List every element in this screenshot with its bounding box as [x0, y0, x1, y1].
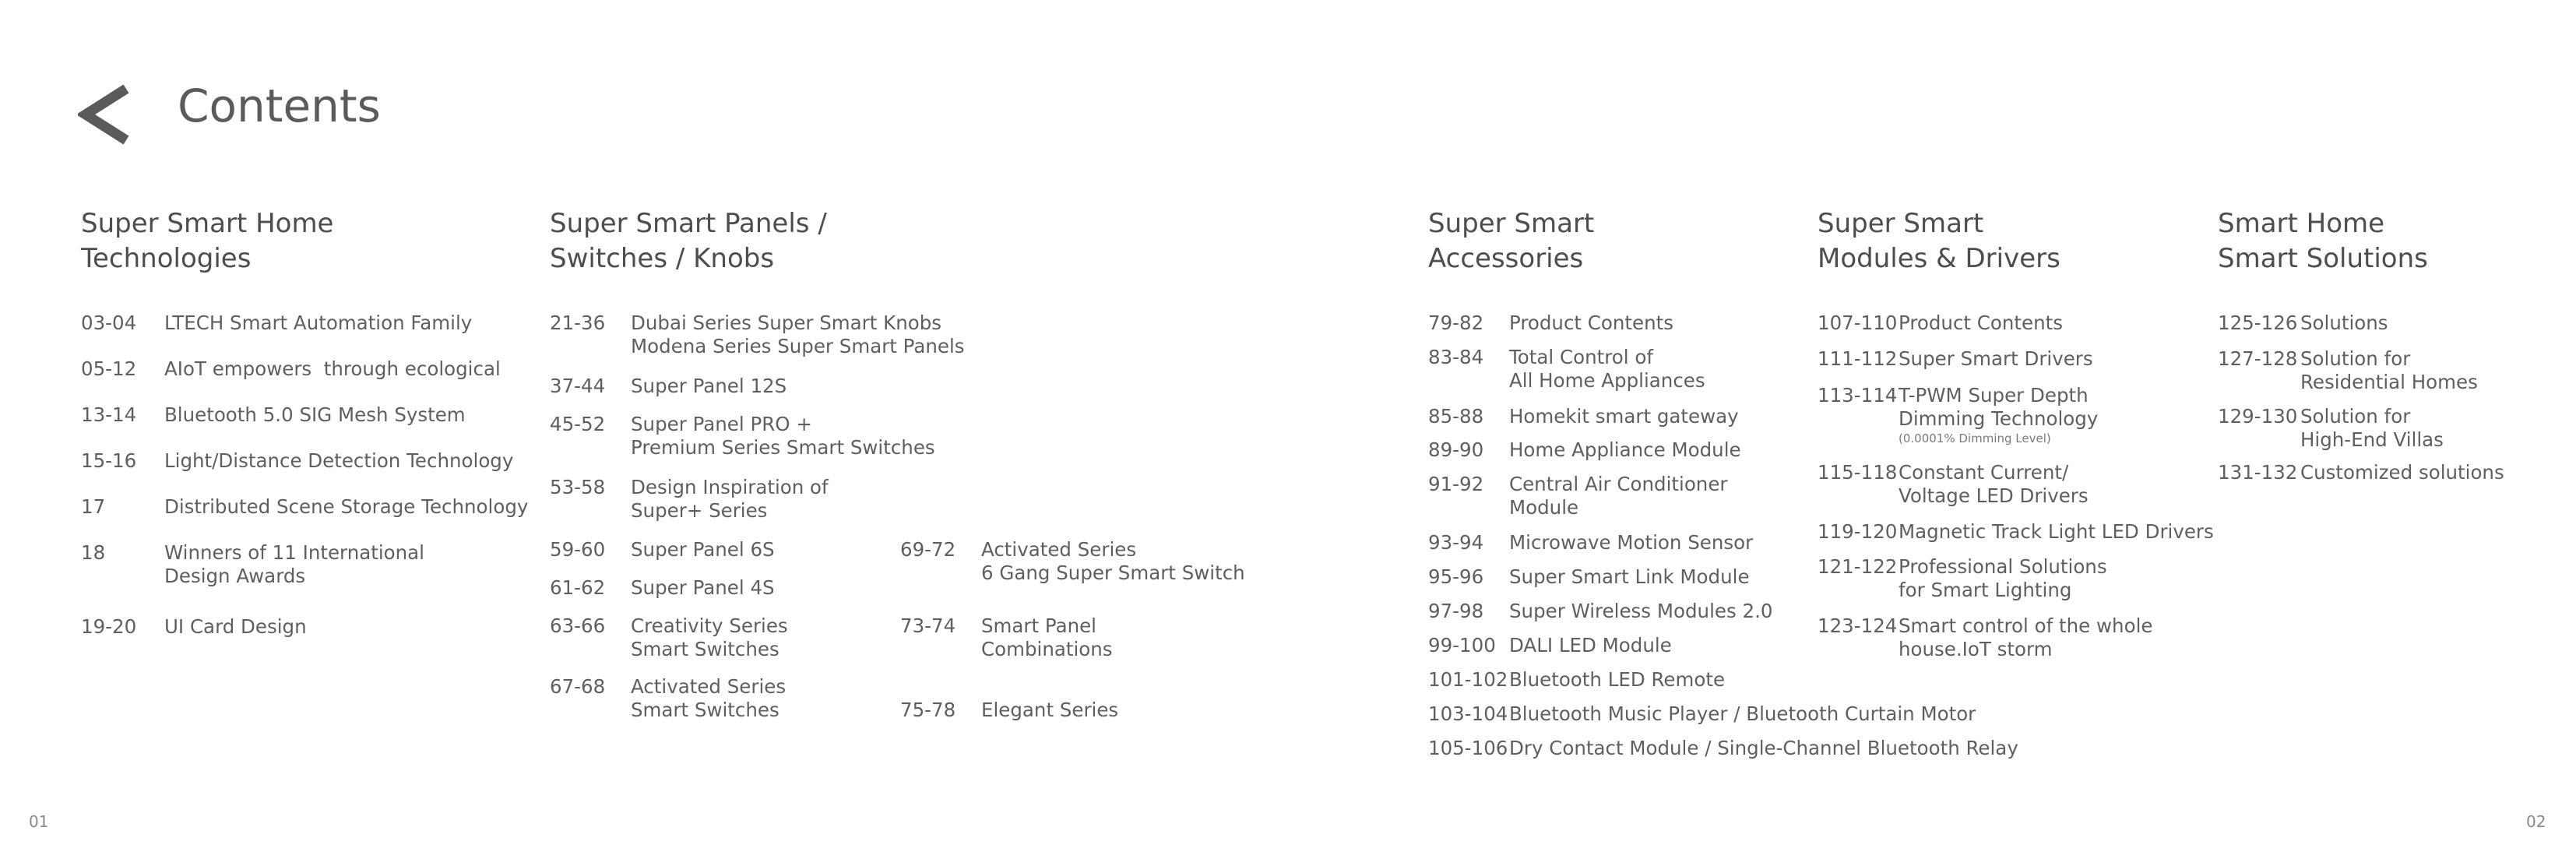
toc-entry-title: [1899, 384, 2098, 446]
toc-entry-label: Super Panel 6S: [631, 538, 775, 561]
toc-entry-label: Creativity Series Smart Switches: [631, 614, 788, 660]
toc-entry-title: [1509, 702, 1976, 726]
toc-page-range: 95-96: [1428, 565, 1484, 588]
toc-entry-title: [1509, 312, 1673, 335]
toc-entry-title: [2300, 405, 2444, 452]
toc-entry-label: Professional Solutions for Smart Lighting: [1899, 555, 2107, 601]
toc-entry-label: Activated Series Smart Switches: [631, 675, 787, 721]
section-title-panels: Super Smart Panels / Switches / Knobs: [550, 208, 827, 274]
toc-page-range: 18: [81, 541, 106, 564]
toc-entry-label: Total Control of All Home Appliances: [1509, 346, 1705, 392]
toc-entry-title: [1509, 737, 2018, 760]
toc-page-range: 19-20: [81, 615, 137, 638]
section-title-solutions: Smart Home Smart Solutions: [2218, 208, 2428, 274]
toc-entry-title: [1509, 634, 1672, 657]
toc-entry-label: Home Appliance Module: [1509, 438, 1741, 461]
toc-entry-title: [1899, 347, 2093, 371]
toc-entry-title: [1509, 346, 1705, 393]
toc-entry-label: Bluetooth LED Remote: [1509, 668, 1726, 691]
toc-page-range: 79-82: [1428, 312, 1484, 334]
toc-entry-label: Bluetooth 5.0 SIG Mesh System: [164, 403, 466, 426]
toc-page-range: 45-52: [550, 413, 606, 435]
toc-entry-title: [164, 495, 528, 519]
section-title-accessories: Super Smart Accessories: [1428, 208, 1595, 274]
toc-page-range: 17: [81, 495, 106, 518]
toc-entry-title: [2300, 347, 2478, 394]
toc-entry-label: Product Contents: [1899, 312, 2064, 334]
toc-page-range: 93-94: [1428, 531, 1484, 554]
toc-entry-title: [631, 413, 935, 459]
toc-entry-label: Light/Distance Detection Technology: [164, 449, 514, 472]
toc-entry-title: [981, 699, 1118, 722]
toc-entry-label: Design Inspiration of Super+ Series: [631, 476, 829, 522]
section-title-modules: Super Smart Modules & Drivers: [1818, 208, 2060, 274]
toc-entry-label: Solution for High-End Villas: [2300, 405, 2444, 451]
toc-page-range: 03-04: [81, 312, 137, 334]
section-title-technologies: Super Smart Home Technologies: [81, 208, 334, 274]
toc-entry-title: [1509, 668, 1725, 692]
toc-page-range: 21-36: [550, 312, 606, 334]
toc-page-range: 97-98: [1428, 600, 1484, 622]
toc-page-range: 69-72: [900, 538, 956, 561]
toc-page-range: 131-132: [2218, 461, 2298, 484]
toc-entry-title: [1899, 555, 2107, 602]
toc-page-range: 121-122: [1818, 555, 1898, 578]
toc-page-range: 61-62: [550, 576, 606, 599]
toc-entry-title: [1899, 312, 2063, 335]
toc-entry-label: Bluetooth Music Player / Bluetooth Curtain Motor: [1509, 702, 1976, 725]
toc-entry-label: Homekit smart gateway: [1509, 405, 1739, 428]
toc-entry-title: [631, 614, 788, 661]
toc-entry-title: [1509, 600, 1772, 623]
toc-entry-label: Constant Current/ Voltage LED Drivers: [1899, 461, 2089, 507]
toc-entry-title: [1899, 614, 2152, 661]
toc-page-range: 129-130: [2218, 405, 2298, 428]
toc-page-range: 89-90: [1428, 438, 1484, 461]
toc-page-range: 107-110: [1818, 312, 1898, 334]
toc-entry-label: Microwave Motion Sensor: [1509, 531, 1754, 554]
toc-entry-label: Dry Contact Module / Single-Channel Bluetooth Relay: [1509, 737, 2018, 759]
toc-entry-label: Elegant Series: [981, 699, 1119, 721]
toc-page-range: 75-78: [900, 699, 956, 721]
toc-entry-title: [1509, 531, 1753, 554]
toc-entry-label: Super Smart Link Module: [1509, 565, 1750, 588]
toc-page-range: 13-14: [81, 403, 137, 426]
toc-page-range: 67-68: [550, 675, 606, 698]
toc-entry-title: [631, 576, 775, 600]
back-button[interactable]: [78, 84, 132, 145]
toc-entry-label: Distributed Scene Storage Technology: [164, 495, 529, 518]
page-title: Contents: [178, 79, 381, 132]
toc-entry-title: [1899, 520, 2214, 544]
toc-entry-label: LTECH Smart Automation Family: [164, 312, 473, 334]
toc-page-range: 125-126: [2218, 312, 2298, 334]
chevron-left-icon: [78, 84, 132, 145]
toc-entry-title: [164, 449, 513, 473]
toc-page-range: 37-44: [550, 375, 606, 397]
toc-entry-label: Super Panel PRO + Premium Series Smart Switches: [631, 413, 935, 459]
toc-page-range: 83-84: [1428, 346, 1484, 368]
toc-page-range: 123-124: [1818, 614, 1898, 637]
toc-entry-title: [164, 541, 424, 588]
toc-entry-title: [631, 538, 775, 562]
toc-entry-label: Product Contents: [1509, 312, 1674, 334]
toc-entry-label: Dubai Series Super Smart Knobs Modena Series Super Smart Panels: [631, 312, 965, 357]
toc-entry-note: (0.0001% Dimming Level): [1899, 431, 2051, 445]
toc-page-range: 05-12: [81, 357, 137, 380]
toc-entry-title: [164, 403, 466, 427]
page-number-right: 02: [2526, 812, 2546, 831]
toc-entry-label: Super Panel 4S: [631, 576, 775, 599]
toc-entry-title: [981, 538, 1245, 585]
toc-entry-label: Customized solutions: [2300, 461, 2504, 484]
toc-page-range: 85-88: [1428, 405, 1484, 428]
toc-entry-title: [164, 615, 307, 639]
toc-page-range: 119-120: [1818, 520, 1898, 543]
toc-page-range: 111-112: [1818, 347, 1898, 370]
toc-entry-title: [981, 614, 1113, 661]
toc-page-range: 115-118: [1818, 461, 1898, 484]
toc-entry-label: DALI LED Module: [1509, 634, 1672, 657]
toc-page-range: 91-92: [1428, 473, 1484, 495]
page-number-left: 01: [29, 812, 49, 831]
toc-page-range: 101-102: [1428, 668, 1508, 691]
toc-page-range: 53-58: [550, 476, 606, 498]
toc-page-range: 63-66: [550, 614, 606, 637]
toc-entry-label: T-PWM Super Depth Dimming Technology: [1899, 384, 2099, 430]
toc-page-range: 15-16: [81, 449, 137, 472]
toc-entry-label: AIoT empowers through ecological: [164, 357, 501, 380]
toc-page-range: 59-60: [550, 538, 606, 561]
toc-page-range: 99-100: [1428, 634, 1496, 657]
toc-page-range: 127-128: [2218, 347, 2298, 370]
toc-entry-label: Smart Panel Combinations: [981, 614, 1113, 660]
toc-page-range: 73-74: [900, 614, 956, 637]
toc-entry-label: Winners of 11 International Design Awards: [164, 541, 424, 587]
toc-entry-label: Super Smart Drivers: [1899, 347, 2093, 370]
toc-page-range: 105-106: [1428, 737, 1508, 759]
toc-entry-title: [164, 312, 472, 335]
toc-entry-label: Super Wireless Modules 2.0: [1509, 600, 1773, 622]
toc-entry-label: Magnetic Track Light LED Drivers: [1899, 520, 2214, 543]
toc-page-range: 113-114: [1818, 384, 1898, 407]
toc-entry-title: [631, 375, 787, 398]
toc-entry-title: [1509, 473, 1727, 519]
toc-entry-title: [631, 675, 786, 722]
toc-entry-label: UI Card Design: [164, 615, 307, 638]
toc-entry-label: Super Panel 12S: [631, 375, 787, 397]
toc-page-range: 103-104: [1428, 702, 1508, 725]
toc-entry-label: Smart control of the whole house.IoT storm: [1899, 614, 2153, 660]
toc-entry-title: [1509, 438, 1741, 462]
toc-entry-label: Activated Series 6 Gang Super Smart Switch: [981, 538, 1245, 584]
toc-entry-title: [631, 312, 965, 358]
toc-entry-title: [1899, 461, 2089, 508]
toc-entry-title: [1509, 565, 1750, 589]
toc-entry-label: Solutions: [2300, 312, 2388, 334]
toc-entry-label: Central Air Conditioner Module: [1509, 473, 1728, 519]
toc-entry-title: [631, 476, 829, 523]
toc-entry-title: [164, 357, 501, 381]
toc-entry-title: [1509, 405, 1739, 428]
toc-entry-title: [2300, 461, 2504, 484]
toc-entry-title: [2300, 312, 2388, 335]
toc-entry-label: Solution for Residential Homes: [2300, 347, 2478, 393]
